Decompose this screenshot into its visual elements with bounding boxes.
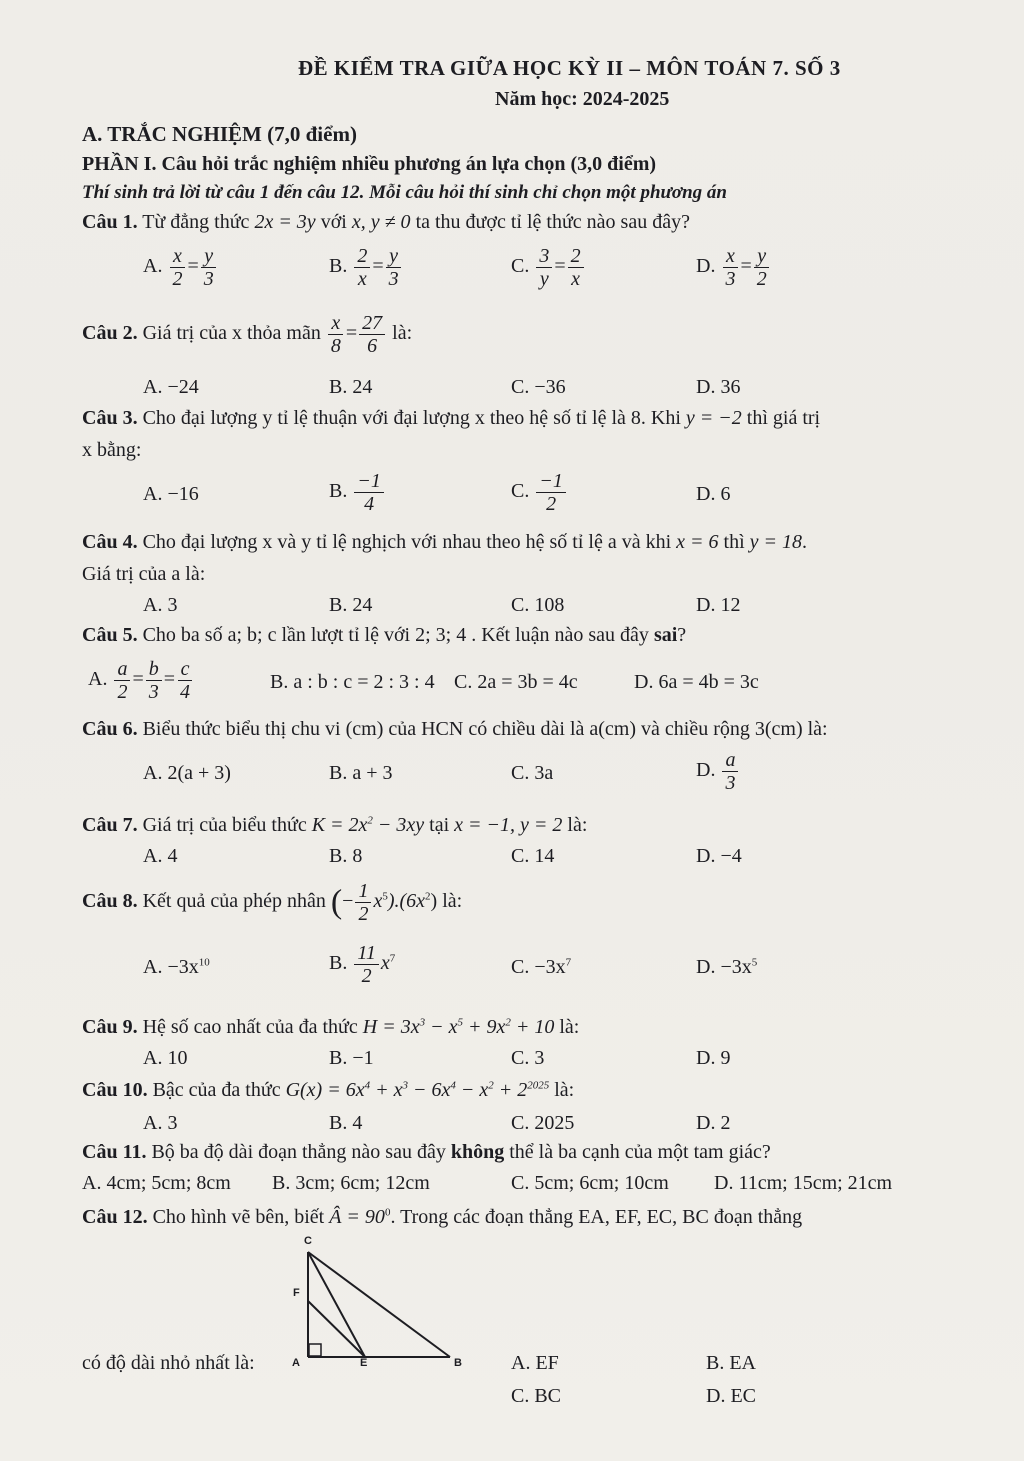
q2-stem: Giá trị của x thỏa mãn (142, 322, 321, 345)
q7-option-b: B. 8 (329, 845, 363, 867)
q3-c-n: −1 (536, 470, 566, 493)
q11-option-b: B. 3cm; 6cm; 12cm (272, 1172, 430, 1194)
q7-expression (312, 814, 424, 836)
q1-stem-b: với (320, 211, 347, 233)
q10-option-a: A. 3 (143, 1112, 178, 1134)
q1-stem-c: ta thu được tỉ lệ thức nào sau đây? (415, 211, 690, 233)
q1-a-d2: 3 (203, 268, 214, 290)
q12-option-d: D. EC (706, 1385, 756, 1407)
q8-rest-sup: 2 (425, 890, 431, 903)
q8-b-letter: B. (329, 952, 348, 975)
q12-deg: 0 (384, 1206, 391, 1219)
q1-d-d2: 2 (756, 268, 767, 290)
label-a: A (292, 1357, 300, 1369)
q8-a-sup: 10 (198, 956, 210, 969)
q10-stem-b: là: (554, 1079, 575, 1101)
q9-option-d: D. 9 (696, 1047, 731, 1069)
q3-label: Câu 3. (82, 407, 138, 429)
q2-option-a: A. −24 (143, 376, 199, 398)
q6-option-a: A. 2(a + 3) (143, 762, 231, 784)
q8-d-sup: 5 (751, 956, 758, 969)
q9-option-c: C. 3 (511, 1047, 545, 1069)
q8-b-sup: 7 (389, 952, 396, 965)
q7-expr-a: K = 2x (311, 814, 368, 836)
q5-option-a: A. $\frac{a}{2}$ = $\frac{b}{3}$ = $\frac{c}{4}$ (88, 658, 195, 703)
q8-x5: x (373, 890, 383, 913)
q9-stem: Hệ số cao nhất của đa thức (142, 1016, 358, 1038)
q8-stem: Kết quả của phép nhân (142, 890, 326, 913)
q8-n: 1 (355, 880, 371, 903)
part1-heading: PHẦN I. Câu hỏi trắc nghiệm nhiều phương án lựa chọn (3,0 điểm) (82, 153, 657, 175)
q8-a-text: A. −3x (143, 956, 199, 978)
q8-d-text: D. −3x (696, 956, 752, 978)
question-10 (82, 1079, 574, 1102)
q8-b-n: 11 (354, 942, 379, 965)
section-a-heading: A. TRẮC NGHIỆM (7,0 điểm) (82, 122, 357, 146)
question-1 (82, 211, 690, 234)
q1-a-d1: 2 (172, 268, 183, 290)
q10-e2: + x (370, 1079, 403, 1101)
q10-s4: 2 (488, 1079, 494, 1092)
school-year: Năm học: 2024-2025 (495, 88, 670, 110)
q4-stem: Cho đại lượng x và y tỉ lệ nghịch với nhau theo hệ số tỉ lệ a và khi (142, 531, 672, 553)
q1-b-n2: y (386, 245, 401, 268)
q2-n2: 27 (359, 312, 385, 335)
q10-option-c: C. 2025 (511, 1112, 575, 1134)
q10-e5: + 2 (493, 1079, 528, 1101)
q8-minus: − (342, 890, 354, 913)
q6-d-n: a (722, 749, 738, 772)
q2-n1: x (328, 312, 343, 335)
q8-c-text: C. −3x (511, 956, 566, 978)
q11-option-a: A. 4cm; 5cm; 8cm (82, 1172, 231, 1194)
q6-option-b: B. a + 3 (329, 762, 393, 784)
q9-expression (363, 1016, 555, 1038)
q3-option-b (329, 470, 386, 515)
q1-b-letter: B. (329, 255, 348, 278)
segment-cb (308, 1252, 450, 1357)
label-f: F (293, 1287, 300, 1299)
q12-triangle-figure (290, 1230, 480, 1370)
q1-condition: x, y ≠ 0 (351, 211, 411, 233)
q5-a-n2: b (146, 658, 162, 681)
q11-label: Câu 11. (82, 1141, 147, 1163)
q9-s1: 3 (419, 1016, 426, 1029)
q6-option-c: C. 3a (511, 762, 554, 784)
q2-option-b: B. 24 (329, 376, 373, 398)
q5-option-c: C. 2a = 3b = 4c (454, 671, 578, 693)
q7-stem-c: là: (567, 814, 588, 836)
q1-option-b: B. $\frac{2}{x}$ = $\frac{y}{3}$ (329, 245, 404, 290)
q9-e3: + 9x (462, 1016, 506, 1038)
q5-a-d1: 2 (117, 681, 128, 703)
q4-dot: . (802, 531, 808, 553)
q12-stem-line2: có độ dài nhỏ nhất là: (82, 1352, 255, 1374)
q1-d-n1: x (723, 245, 738, 268)
q5-a-n1: a (114, 658, 130, 681)
q8-close: ) (430, 890, 438, 913)
q10-label: Câu 10. (82, 1079, 148, 1101)
q7-values: x = −1, y = 2 (454, 814, 563, 836)
q3-c-letter: C. (511, 480, 530, 503)
q9-stem-b: là: (559, 1016, 580, 1038)
q6-d-letter: D. (696, 759, 716, 782)
q11-bold: không (450, 1141, 505, 1163)
q7-label: Câu 7. (82, 814, 138, 836)
q11-option-d: D. 11cm; 15cm; 21cm (714, 1172, 893, 1194)
q2-d2: 6 (367, 335, 378, 357)
q10-option-b: B. 4 (329, 1112, 363, 1134)
q2-label: Câu 2. (82, 322, 138, 345)
q1-d-n2: y (754, 245, 769, 268)
q5-option-b: B. a : b : c = 2 : 3 : 4 (270, 671, 435, 693)
q3-option-d: D. 6 (696, 483, 731, 505)
q3-option-c (511, 470, 568, 515)
segment-fe (308, 1301, 365, 1357)
q3-b-d: 4 (364, 493, 375, 515)
q10-e1: G(x) = 6x (285, 1079, 365, 1101)
q8-d: 2 (358, 903, 369, 925)
part1-instruction: Thí sinh trả lời từ câu 1 đến câu 12. Mỗi câu hỏi thí sinh chỉ chọn một phương án (82, 182, 727, 203)
q8-option-b (329, 942, 395, 987)
q1-option-d: D. $\frac{x}{3}$ = $\frac{y}{2}$ (696, 245, 772, 290)
q1-c-n2: 2 (568, 245, 584, 268)
q5-a-d3: 4 (180, 681, 191, 703)
exam-title: ĐỀ KIỂM TRA GIỮA HỌC KỲ II – MÔN TOÁN 7. SỐ 3 (298, 56, 841, 80)
q12-option-a: A. EF (511, 1352, 559, 1374)
q10-s2: 3 (402, 1079, 408, 1092)
q7-stem-b: tại (429, 814, 450, 836)
q9-e1: H = 3x (362, 1016, 420, 1038)
q1-stem: Từ đẳng thức (142, 211, 250, 233)
q12-stem: Cho hình vẽ bên, biết (152, 1206, 325, 1228)
q6-stem: Biểu thức biểu thị chu vi (cm) của HCN có chiều dài là a(cm) và chiều rộng 3(cm) là: (142, 718, 828, 740)
q1-option-c: C. $\frac{3}{y}$ = $\frac{2}{x}$ (511, 245, 586, 290)
q5-a-n3: c (178, 658, 193, 681)
q5-stem: Cho ba số a; b; c lần lượt tỉ lệ với 2; 3; 4 . Kết luận nào sau đây (142, 624, 649, 646)
q10-e3: − 6x (407, 1079, 451, 1101)
q7-stem: Giá trị của biểu thức (142, 814, 307, 836)
q3-stem-b: thì giá trị (746, 407, 821, 429)
q7-option-c: C. 14 (511, 845, 555, 867)
q1-c-n1: 3 (536, 245, 552, 268)
q4-label: Câu 4. (82, 531, 138, 553)
q9-s3: 2 (505, 1016, 511, 1029)
q7-option-d: D. −4 (696, 845, 742, 867)
label-b: B (454, 1357, 462, 1369)
q8-option-d (696, 956, 757, 979)
q1-b-n1: 2 (354, 245, 370, 268)
question-6 (82, 718, 828, 741)
q8-x5-sup: 5 (382, 890, 388, 903)
q1-option-a: A. $\frac{x}{2}$ = $\frac{y}{3}$ (143, 245, 219, 290)
label-c: C (304, 1235, 312, 1247)
q6-option-d (696, 749, 740, 794)
q7-sup: 2 (367, 814, 373, 827)
q12-stem-b: . Trong các đoạn thẳng EA, EF, EC, BC đoạn thẳng (390, 1206, 803, 1228)
question-2: Câu 2. Giá trị của x thỏa mãn $\frac{x}{8}$ = $\frac{27}{6}$ là: (82, 312, 413, 357)
q8-label: Câu 8. (82, 890, 138, 913)
q3-equation: y = −2 (685, 407, 742, 429)
q3-b-n: −1 (354, 470, 384, 493)
q9-label: Câu 9. (82, 1016, 138, 1038)
q8-rest: ).(6x (387, 890, 426, 913)
q10-e4: − x (455, 1079, 489, 1101)
q12-label: Câu 12. (82, 1206, 148, 1228)
q10-s3: 4 (450, 1079, 456, 1092)
q5-a-letter: A. (88, 668, 108, 691)
q2-stem-b: là: (392, 322, 413, 345)
q9-e4: + 10 (510, 1016, 555, 1038)
q1-b-d1: x (357, 268, 367, 290)
q11-stem: Bộ ba độ dài đoạn thẳng nào sau đây (151, 1141, 446, 1163)
q10-s1: 4 (364, 1079, 371, 1092)
q1-c-letter: C. (511, 255, 530, 278)
q5-qm: ? (677, 624, 687, 646)
q9-e2: − x (425, 1016, 458, 1038)
q9-s2: 5 (457, 1016, 463, 1029)
q1-d-d1: 3 (725, 268, 736, 290)
q8-option-a (143, 956, 210, 979)
question-7 (82, 814, 587, 837)
q11-option-c: C. 5cm; 6cm; 10cm (511, 1172, 669, 1194)
q8-option-c (511, 956, 571, 979)
q3-c-d: 2 (546, 493, 557, 515)
q12-option-b: B. EA (706, 1352, 756, 1374)
q1-label: Câu 1. (82, 211, 138, 233)
q5-bold: sai (653, 624, 678, 646)
q5-a-d2: 3 (148, 681, 159, 703)
q3-b-letter: B. (329, 480, 348, 503)
q4-option-a: A. 3 (143, 594, 178, 616)
q4-option-d: D. 12 (696, 594, 741, 616)
segment-ce (308, 1252, 365, 1357)
question-5 (82, 624, 686, 647)
q10-expression (286, 1079, 550, 1101)
q2-d1: 8 (330, 335, 341, 357)
question-4 (82, 531, 807, 554)
q3-stem: Cho đại lượng y tỉ lệ thuận với đại lượng x theo hệ số tỉ lệ là 8. Khi (142, 407, 681, 429)
q1-d-letter: D. (696, 255, 716, 278)
q3-stem-line2: x bằng: (82, 439, 142, 461)
q2-option-c: C. −36 (511, 376, 566, 398)
q5-label: Câu 5. (82, 624, 138, 646)
q4-mid: thì (723, 531, 745, 553)
q11-stem-b: thể là ba cạnh của một tam giác? (509, 1141, 771, 1163)
q5-option-d: D. 6a = 4b = 3c (634, 671, 759, 693)
q1-equation: 2x = 3y (254, 211, 316, 233)
q10-s5: 2025 (527, 1079, 550, 1092)
q1-c-d2: x (571, 268, 581, 290)
q8-stem-b: là: (442, 890, 463, 913)
q6-d-d: 3 (725, 772, 736, 794)
label-e: E (360, 1357, 368, 1369)
q7-option-a: A. 4 (143, 845, 178, 867)
q8-c-sup: 7 (565, 956, 572, 969)
q1-a-n1: x (170, 245, 185, 268)
q4-eq1: x = 6 (676, 531, 719, 553)
q9-option-b: B. −1 (329, 1047, 374, 1069)
q3-option-a: A. −16 (143, 483, 199, 505)
q10-stem: Bậc của đa thức (152, 1079, 281, 1101)
q4-stem-line2: Giá trị của a là: (82, 563, 206, 585)
question-8: Câu 8. Kết quả của phép nhân (− $\frac{1}{2}$ $x^5).(6x^2)$ là: (82, 880, 463, 925)
q7-expr-b: − 3xy (372, 814, 425, 836)
q8-b-d: 2 (361, 965, 372, 987)
question-3 (82, 407, 820, 430)
q4-option-b: B. 24 (329, 594, 373, 616)
q1-c-d1: y (539, 268, 549, 290)
right-angle-mark (309, 1344, 321, 1356)
q6-label: Câu 6. (82, 718, 138, 740)
question-12 (82, 1206, 802, 1229)
q8-b-x: x (380, 952, 390, 975)
q12-option-c: C. BC (511, 1385, 562, 1407)
q1-b-d2: 3 (388, 268, 399, 290)
q4-option-c: C. 108 (511, 594, 565, 616)
q1-a-letter: A. (143, 255, 163, 278)
question-9 (82, 1016, 579, 1039)
q1-a-n2: y (201, 245, 216, 268)
q4-eq2: y = 18 (749, 531, 803, 553)
q2-option-d: D. 36 (696, 376, 741, 398)
q12-angle: Â = 90 (329, 1206, 385, 1228)
question-11 (82, 1141, 771, 1164)
q9-option-a: A. 10 (143, 1047, 188, 1069)
q10-option-d: D. 2 (696, 1112, 731, 1134)
